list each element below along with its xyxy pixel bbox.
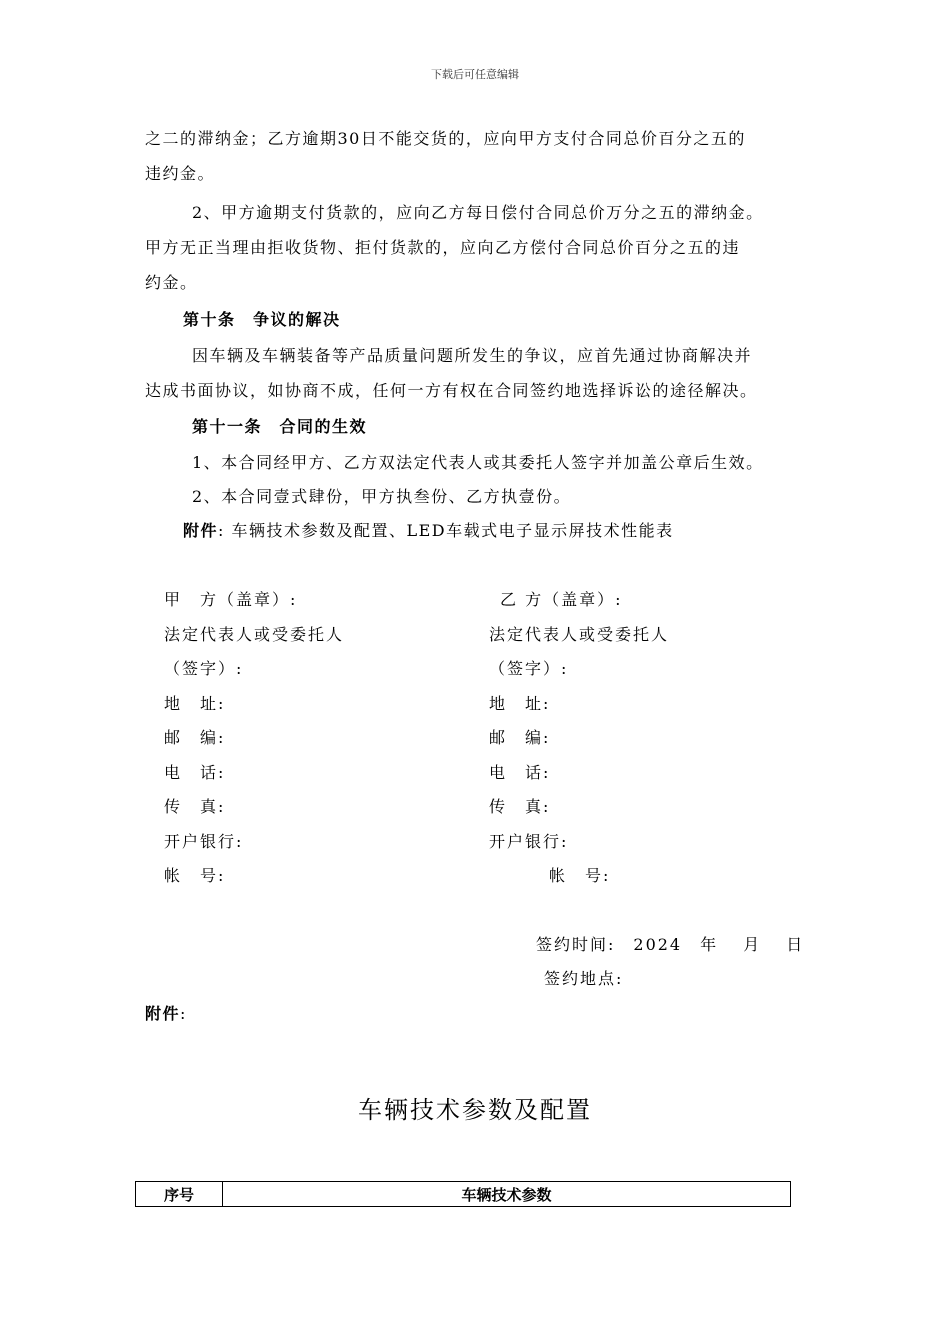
party-a-account: 帐 号: (164, 866, 226, 885)
paragraph-line: 约金。 (145, 273, 198, 292)
party-b-bank: 开户银行: (489, 832, 569, 851)
party-a-bank: 开户银行: (164, 832, 244, 851)
attachment-text: : 车辆技术参数及配置、LED车载式电子显示屏技术性能表 (218, 521, 674, 540)
table-header-row (136, 1182, 791, 1207)
party-a-postcode: 邮 编: (164, 728, 226, 747)
paragraph-line: 违约金。 (145, 164, 216, 183)
attachment-line (183, 518, 674, 541)
article-10-heading: 第十条 争议的解决 (183, 310, 341, 329)
appendix-heading (145, 1001, 187, 1024)
party-a-rep: 法定代表人或受委托人 (164, 625, 345, 644)
paragraph-line: 1、本合同经甲方、乙方双法定代表人或其委托人签字并加盖公章后生效。 (192, 453, 764, 472)
spec-table (135, 1181, 791, 1207)
party-a-title: 甲 方（盖章）: (164, 590, 298, 609)
paragraph-line: 2、甲方逾期支付货款的，应向乙方每日偿付合同总价万分之五的滞纳金。 (192, 203, 764, 222)
column-header-params: 车辆技术参数 (223, 1182, 791, 1207)
party-a-address: 地 址: (164, 694, 226, 713)
paragraph-line: 之二的滞纳金；乙方逾期30日不能交货的，应向甲方支付合同总价百分之五的 (145, 129, 746, 148)
party-a-sign: （签字）: (164, 659, 244, 678)
party-b-title: 乙 方（盖章）: (500, 590, 623, 609)
paragraph-line: 因车辆及车辆装备等产品质量问题所发生的争议，应首先通过协商解决并 (192, 346, 753, 365)
page-header: 下载后可任意编辑 (431, 68, 519, 81)
article-11-heading: 第十一条 合同的生效 (192, 417, 368, 436)
appendix-colon: : (180, 1004, 187, 1023)
party-b-fax: 传 真: (489, 797, 551, 816)
party-b-rep: 法定代表人或受委托人 (489, 625, 670, 644)
appendix-label: 附件 (145, 1004, 181, 1023)
party-a-fax: 传 真: (164, 797, 226, 816)
appendix-title: 车辆技术参数及配置 (358, 1096, 592, 1124)
signing-place: 签约地点: (544, 969, 624, 988)
paragraph-line: 达成书面协议，如协商不成，任何一方有权在合同签约地选择诉讼的途径解决。 (145, 381, 758, 400)
paragraph-line: 甲方无正当理由拒收货物、拒付货款的，应向乙方偿付合同总价百分之五的违 (145, 238, 741, 257)
paragraph-line: 2、本合同壹式肆份，甲方执叁份、乙方执壹份。 (192, 487, 572, 506)
party-b-postcode: 邮 编: (489, 728, 551, 747)
party-b-phone: 电 话: (489, 763, 551, 782)
attachment-label: 附件 (183, 521, 219, 540)
column-header-index: 序号 (136, 1182, 223, 1207)
party-b-account: 帐 号: (549, 866, 611, 885)
party-b-address: 地 址: (489, 694, 551, 713)
signing-time: 签约时间: 2024 年 月 日 (536, 935, 805, 954)
party-b-sign: （签字）: (489, 659, 569, 678)
party-a-phone: 电 话: (164, 763, 226, 782)
